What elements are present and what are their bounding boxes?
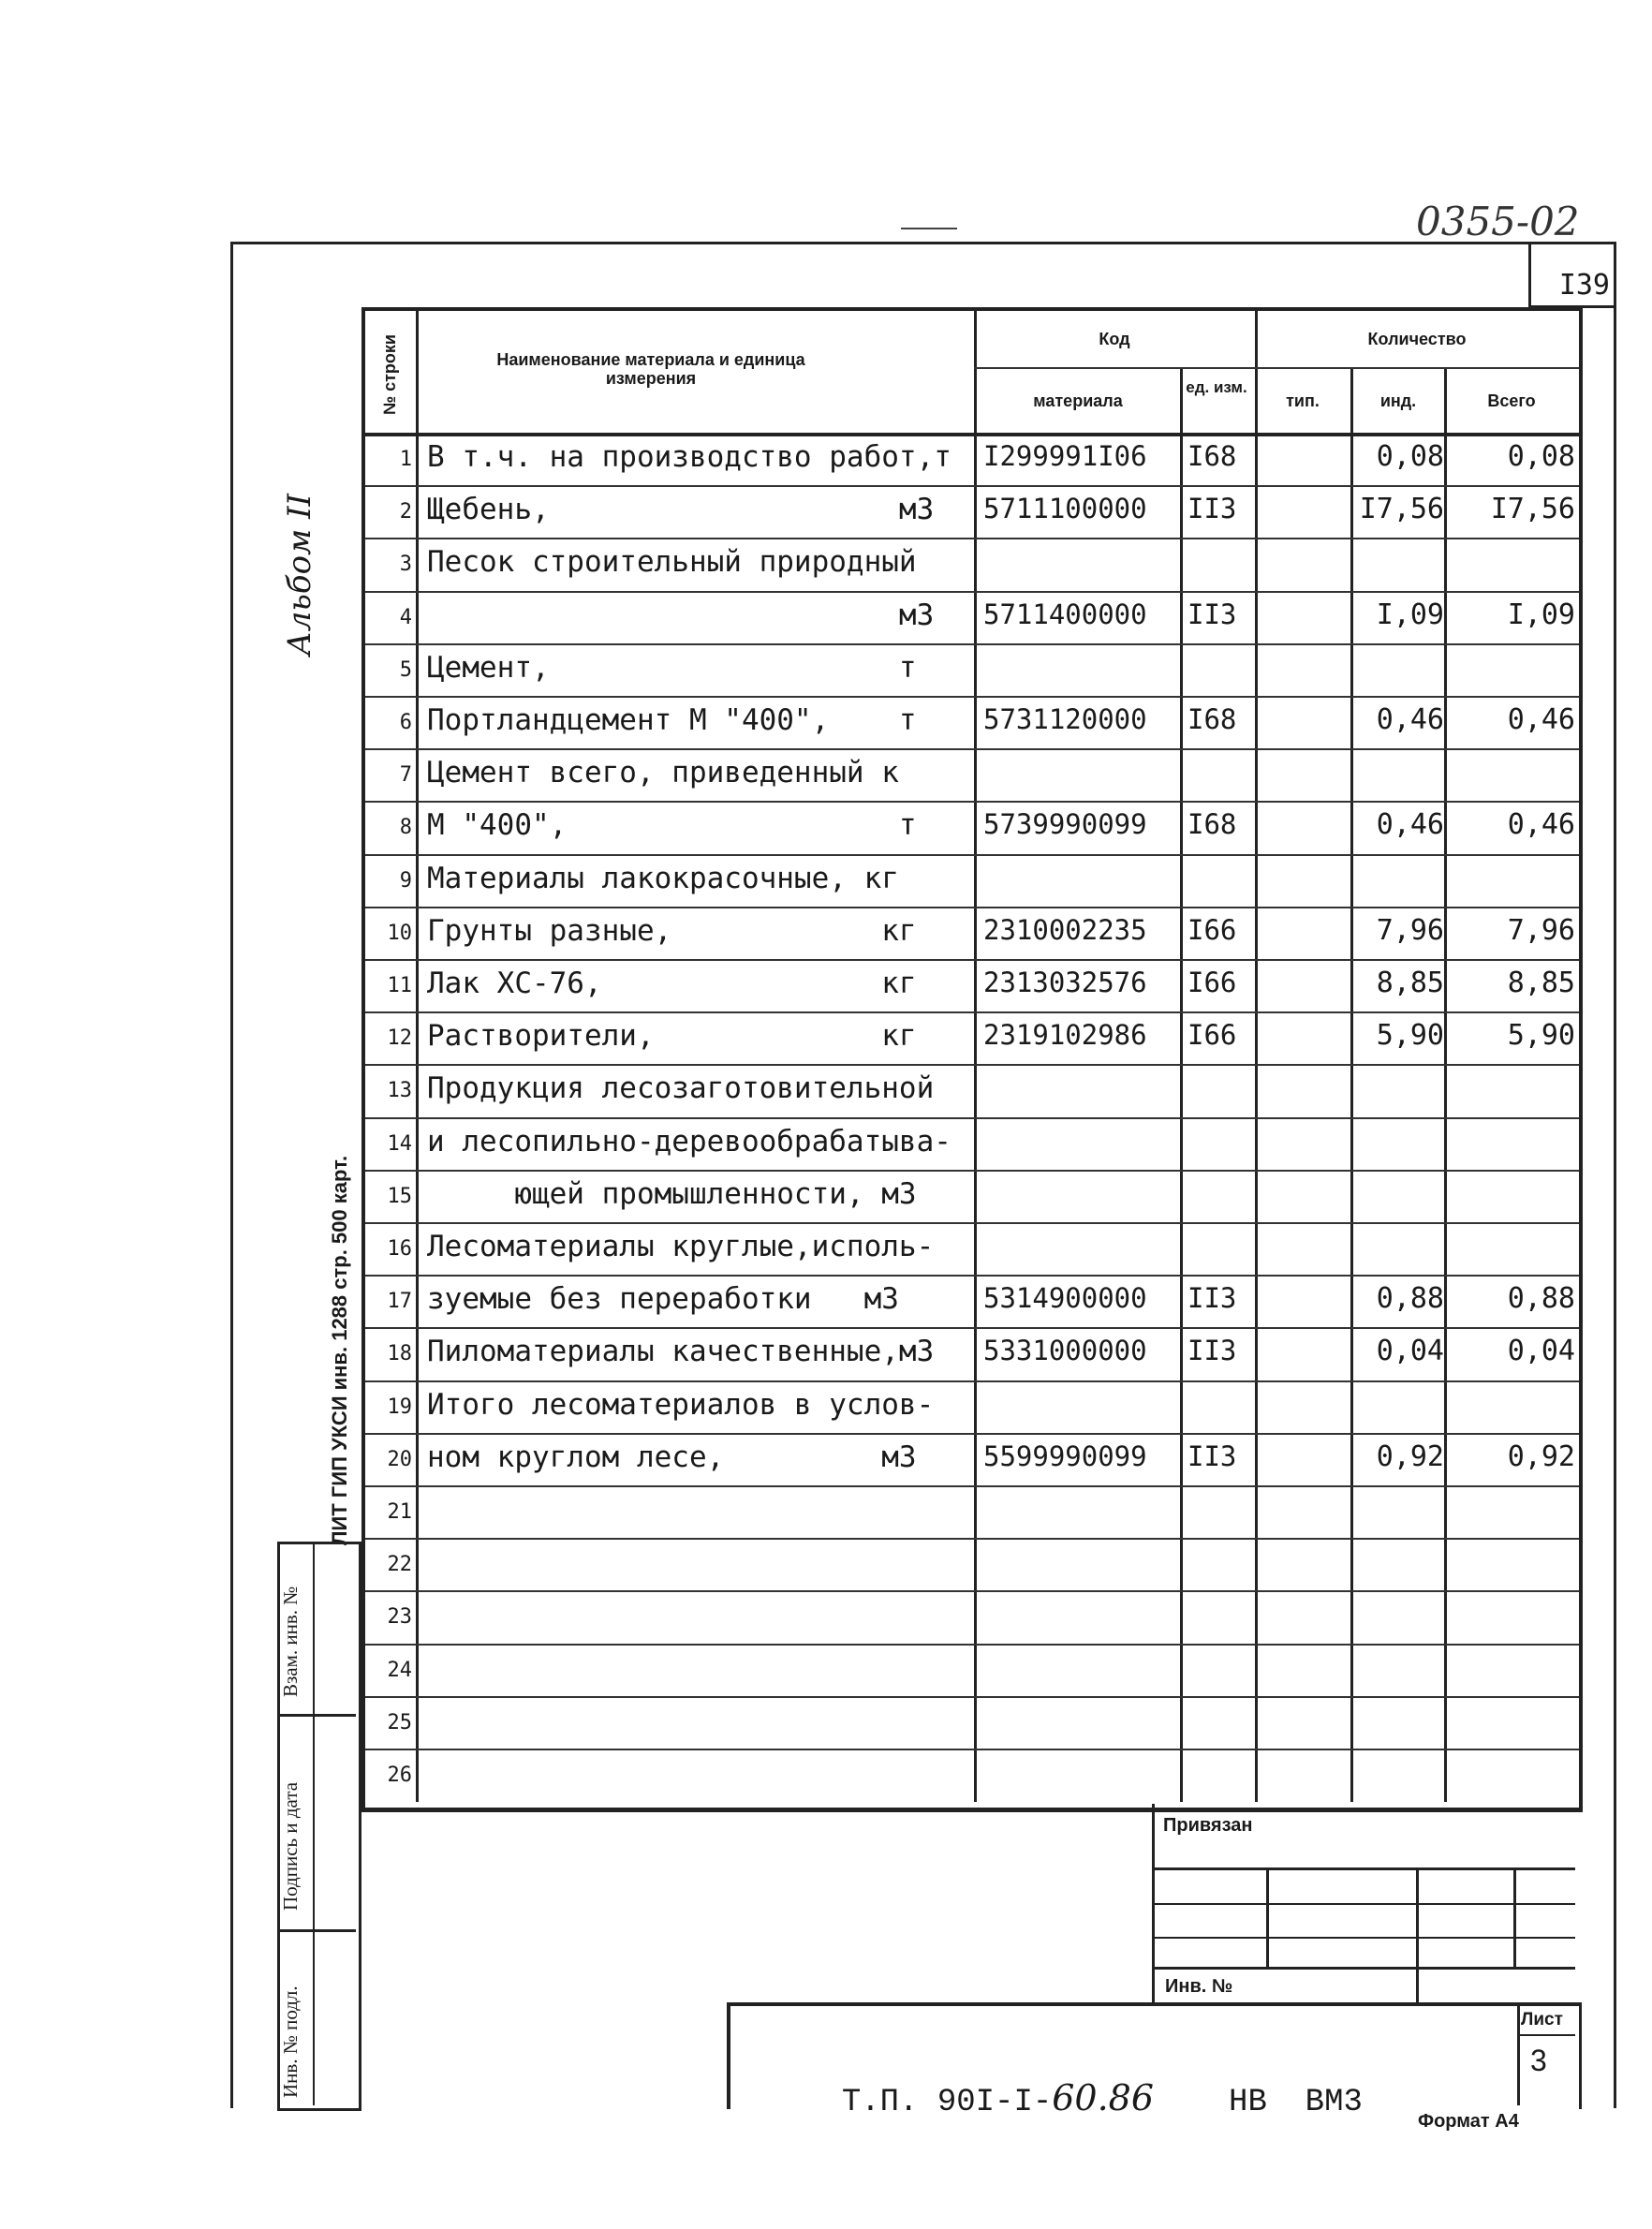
linked-line-3 (1152, 1937, 1575, 1939)
side-block-divider (313, 1542, 315, 2105)
cell-code: 5739990099 (983, 808, 1147, 841)
cell-code: 2319102986 (983, 1019, 1147, 1052)
cell-unit: I66 (1187, 967, 1237, 998)
cell-code: 5331000000 (983, 1335, 1147, 1367)
row-number: 16 (387, 1237, 412, 1261)
header-code: Код (1099, 330, 1130, 348)
cell-name: Материалы лакокрасочные, кг (427, 861, 899, 895)
sheet-number: I39 (1558, 269, 1610, 302)
table-row (365, 1275, 1579, 1327)
row-number: 18 (387, 1342, 412, 1366)
cell-code: 2310002235 (983, 913, 1147, 946)
cell-ind: 0,46 (1376, 703, 1444, 736)
cell-ind: 7,96 (1376, 913, 1444, 947)
row-number: 6 (399, 711, 412, 734)
cell-total: 7,96 (1507, 913, 1575, 947)
linked-label: Привязан (1163, 1815, 1253, 1836)
table-row (365, 1433, 1579, 1485)
row-number: 3 (399, 553, 412, 577)
row-divider (365, 854, 1579, 856)
table-row (365, 1117, 1579, 1170)
format-label: Формат А4 (1418, 2111, 1519, 2132)
cell-ind: 0,92 (1376, 1439, 1444, 1473)
row-number: 14 (387, 1131, 412, 1156)
table-row (365, 801, 1579, 853)
cell-name: Грунты разные, кг (427, 913, 917, 948)
row-number: 7 (399, 763, 412, 788)
table-row (365, 1380, 1579, 1433)
cell-name: зуемые без переработки м3 (427, 1282, 899, 1317)
row-divider (365, 1485, 1579, 1487)
cell-name: Лесоматериалы круглые,исполь- (427, 1230, 935, 1263)
header-code-unit: ед. изм. (1186, 378, 1247, 396)
row-number: 4 (399, 605, 412, 629)
row-divider (365, 591, 1579, 593)
table-row (365, 1170, 1579, 1222)
cell-ind: 5,90 (1376, 1019, 1444, 1053)
cell-name: М "400", т (427, 808, 917, 843)
row-divider (365, 1275, 1579, 1277)
row-divider (365, 1327, 1579, 1329)
table-row (365, 907, 1579, 959)
row-number: 26 (387, 1764, 412, 1787)
row-divider (365, 959, 1579, 961)
row-number: 8 (399, 816, 412, 840)
table-row (365, 696, 1579, 748)
row-divider (365, 907, 1579, 908)
side-block-line-2 (277, 1929, 356, 1932)
table-row (365, 854, 1579, 907)
cell-total: 0,04 (1507, 1335, 1575, 1368)
cell-ind: I7,56 (1359, 493, 1444, 526)
row-number: 21 (387, 1500, 412, 1524)
row-number: 13 (387, 1079, 412, 1103)
cell-total: 0,46 (1507, 808, 1575, 842)
row-number: 5 (399, 657, 412, 682)
row-divider (365, 1380, 1579, 1382)
table-row (365, 591, 1579, 643)
row-divider (365, 1433, 1579, 1435)
cell-unit: I68 (1187, 703, 1237, 735)
cell-unit: I66 (1187, 913, 1237, 946)
row-divider (365, 696, 1579, 698)
cell-total: I,09 (1507, 598, 1575, 631)
archive-stamp: ЛИТ ГИП УКСИ инв. 1288 стр. 500 карт. (328, 1155, 351, 1545)
sheet-label: Лист (1521, 2010, 1563, 2030)
cell-code: 5314900000 (983, 1282, 1147, 1315)
album-label: Альбом II (281, 494, 318, 656)
cell-name: Песок строительный природный (427, 545, 917, 580)
linked-line-2 (1152, 1903, 1575, 1905)
row-divider (365, 485, 1579, 487)
row-number: 11 (387, 974, 412, 997)
cell-total: 0,88 (1507, 1282, 1575, 1316)
cell-name: Растворители, кг (427, 1019, 917, 1054)
top-dash (901, 228, 957, 229)
table-row (365, 1749, 1579, 1801)
materials-table (361, 307, 1583, 1812)
sheet-cell-hline (1517, 2034, 1575, 2036)
cell-name: Цемент, т (427, 650, 917, 685)
header-qty: Количество (1367, 330, 1467, 348)
cell-name: Пиломатериалы качественные,м3 (427, 1335, 935, 1369)
row-number: 17 (387, 1290, 412, 1314)
linked-vline-2 (1416, 1867, 1419, 2002)
row-number: 20 (387, 1447, 412, 1471)
row-divider (365, 1644, 1579, 1646)
cell-name: ном круглом лесе, м3 (427, 1439, 917, 1474)
linked-line-1 (1152, 1867, 1575, 1870)
row-number: 9 (399, 868, 412, 893)
cell-unit: II3 (1187, 493, 1237, 525)
cell-ind: 8,85 (1376, 967, 1444, 999)
cell-code: 5711100000 (983, 493, 1147, 525)
row-divider (365, 1170, 1579, 1172)
table-row (365, 643, 1579, 696)
cell-unit: I68 (1187, 440, 1237, 472)
cell-total: 0,46 (1507, 703, 1575, 736)
row-divider (365, 1696, 1579, 1698)
cell-ind: 0,08 (1376, 440, 1444, 473)
table-row (365, 1644, 1579, 1696)
top-code: 0355-02 (1416, 199, 1580, 244)
row-divider (365, 1011, 1579, 1013)
table-row (365, 1696, 1579, 1749)
table-row (365, 748, 1579, 801)
table-row (365, 433, 1579, 485)
linked-vline-3 (1513, 1867, 1516, 1967)
row-number: 2 (399, 500, 412, 524)
table-row (365, 485, 1579, 538)
cell-code: I299991I06 (983, 440, 1147, 472)
side-label-inv: Инв. № подл. (279, 1985, 302, 2098)
cell-ind: 0,04 (1376, 1335, 1444, 1368)
cell-name: Цемент всего, приведенный к (427, 756, 899, 790)
header-code-material: материала (1033, 391, 1123, 410)
cell-total: 8,85 (1507, 967, 1575, 999)
sheet-cell-vline (1517, 2002, 1520, 2105)
cell-total: 5,90 (1507, 1019, 1575, 1053)
cell-name: Щебень, м3 (427, 493, 935, 527)
table-row (365, 1222, 1579, 1275)
cell-code: 5731120000 (983, 703, 1147, 735)
inv-label: Инв. № (1165, 1976, 1233, 1997)
linked-line-4 (1152, 1967, 1575, 1970)
cell-name: Продукция лесозаготовительной (427, 1071, 935, 1106)
cell-code: 2313032576 (983, 967, 1147, 998)
doc-suffix: НВ ВМ3 (1229, 2085, 1363, 2120)
cell-ind: 0,46 (1376, 808, 1444, 842)
cell-name: и лесопильно-деревообрабатыва- (427, 1124, 951, 1159)
row-number: 10 (387, 921, 412, 945)
table-row (365, 1538, 1579, 1590)
cell-code: 5711400000 (983, 598, 1147, 630)
cell-unit: I66 (1187, 1019, 1237, 1052)
row-divider (365, 1064, 1579, 1066)
cell-unit: II3 (1187, 1282, 1237, 1315)
row-number: 25 (387, 1710, 412, 1734)
cell-total: I7,56 (1490, 493, 1575, 526)
cell-name: Итого лесоматериалов в услов- (427, 1387, 935, 1422)
cell-total: 0,92 (1507, 1439, 1575, 1473)
row-number: 19 (387, 1395, 412, 1419)
cell-code: 5599990099 (983, 1439, 1147, 1472)
cell-unit: I68 (1187, 808, 1237, 841)
cell-name: Портландцемент М "400", т (427, 703, 917, 737)
table-row (365, 1590, 1579, 1643)
header-qty-total: Всего (1487, 391, 1536, 410)
side-block-line-1 (277, 1714, 356, 1717)
cell-total: 0,08 (1507, 440, 1575, 473)
cell-ind: 0,88 (1376, 1282, 1444, 1316)
cell-name: ющей промышленности, м3 (427, 1176, 917, 1211)
cell-unit: II3 (1187, 598, 1237, 630)
table-row (365, 538, 1579, 590)
row-number: 15 (387, 1184, 412, 1208)
sheet-value: 3 (1530, 2044, 1547, 2077)
table-row (365, 1064, 1579, 1116)
header-name: Наименование материала и единица измерения (496, 350, 805, 388)
doc-designation (804, 2042, 1363, 2120)
row-number: 22 (387, 1553, 412, 1577)
side-label-replace: Взам. инв. № (279, 1586, 302, 1697)
row-number: 12 (387, 1026, 412, 1051)
row-divider (365, 643, 1579, 645)
cell-ind: I,09 (1376, 598, 1444, 631)
row-divider (365, 1538, 1579, 1540)
cell-unit: II3 (1187, 1439, 1237, 1472)
row-number: 24 (387, 1658, 412, 1682)
linked-vline-1 (1266, 1867, 1269, 1967)
row-divider (365, 1117, 1579, 1119)
row-divider (365, 1590, 1579, 1592)
header-qty-ind: инд. (1379, 391, 1417, 410)
header-subline-code (974, 367, 1255, 369)
header-subline-qty (1255, 367, 1579, 369)
table-row (365, 1327, 1579, 1380)
row-number: 1 (399, 448, 412, 471)
cell-name: Лак ХС-76, кг (427, 967, 917, 1000)
row-divider (365, 1749, 1579, 1750)
table-row (365, 959, 1579, 1011)
header-row-no: № строки (380, 334, 399, 415)
side-label-sign: Подпись и дата (279, 1781, 302, 1911)
row-divider (365, 538, 1579, 539)
cell-name: В т.ч. на производство работ,т (427, 440, 951, 474)
doc-number: 60.86 (1052, 2077, 1155, 2118)
cell-unit: II3 (1187, 1335, 1237, 1367)
row-divider (365, 801, 1579, 803)
header-qty-typ: тип. (1286, 391, 1320, 410)
row-divider (365, 1222, 1579, 1224)
sheet-number-box (1528, 242, 1614, 308)
table-row (365, 1485, 1579, 1538)
doc-prefix: Т.П. 90I-I- (841, 2085, 1053, 2120)
cell-name: м3 (427, 598, 935, 632)
table-row (365, 1011, 1579, 1064)
row-divider (365, 748, 1579, 750)
row-number: 23 (387, 1605, 412, 1630)
